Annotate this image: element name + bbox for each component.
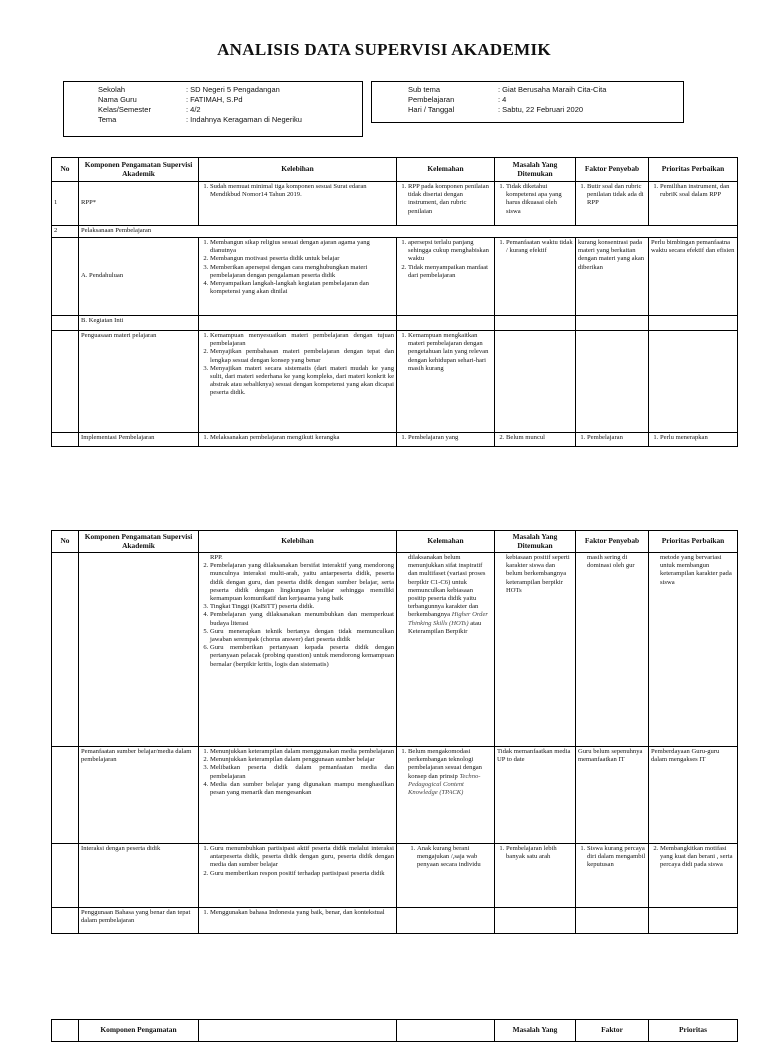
komponen-cell: A. Pendahuluan: [79, 238, 199, 316]
list-item: 4. Media dan sumber belajar yang digunakan mampu menghasilkan pesan yang menarik dan mengesankan: [210, 781, 394, 797]
prioritas-cell: [649, 433, 738, 447]
list-item: 3. Tingkat Tinggi (KaBiTT) peserta didik.: [210, 603, 394, 611]
kelebihan-cell: [199, 433, 397, 447]
prioritas-cell: [649, 553, 738, 747]
analysis-table-page-2: [51, 530, 738, 934]
table-row: [52, 747, 738, 844]
table-row: [52, 316, 738, 331]
list-item: 1. Membangun sikap religius sesuai dengan ajaran agama yang dianutnya: [210, 239, 394, 255]
list-item: 1. Guru menumbuhkan partisipasi aktif peserta didik melalui interaksi antarpeserta didik, peserta didik dengan guru, peserta didik dengan media dan sumber belajar: [210, 845, 394, 870]
list-item: 1. Pemilihan instrument, dan rubriK soal dalam RPP: [660, 183, 735, 199]
list-item: 3. Melibatkan peserta didik dalam pemanfaatan media dan pembelajaran: [210, 764, 394, 780]
kelemahan-italic: Techno-Pedagogical Content Knowledge (TPACK): [408, 772, 481, 797]
kelemahan-cell: [397, 331, 495, 433]
table-row: [52, 238, 738, 316]
list-item: 2. Menunjukkan keterampilan dalam penggunaan sumber belajar: [210, 756, 394, 764]
page-title: ANALISIS DATA SUPERVISI AKADEMIK: [217, 40, 551, 59]
analysis-table-page-1: [51, 157, 738, 447]
info-label: Tema: [98, 115, 117, 124]
header-faktor: Faktor Penyebab: [576, 158, 649, 182]
masalah-cell: [495, 433, 576, 447]
kelemahan-cell: [397, 182, 495, 226]
list-item: 1. Anak kurang berani mengajukan /,saja wab penyaan secara individu: [417, 845, 492, 870]
prioritas-cell: [649, 844, 738, 908]
kelemahan-cell: [397, 238, 495, 316]
header-masalah: Masalah Yang Ditemukan: [495, 158, 576, 182]
row-number: 2: [52, 226, 79, 238]
list-item: 5. Guru menerapkan teknik bertanya dengan tidak memunculkan jawaban serempak (chorus answer) dari peserta didik: [210, 628, 394, 644]
kelemahan-cell: [397, 844, 495, 908]
header-komponen: Komponen Pengamatan: [79, 1020, 199, 1042]
masalah-cell: Tidak memanfaatkan media UP to date: [495, 747, 576, 844]
table-row: [52, 226, 738, 238]
faktor-cell: [576, 844, 649, 908]
kelemahan-cell: [397, 747, 495, 844]
header-kelemahan: Kelemahan: [397, 531, 495, 553]
header-kelebihan: Kelebihan: [199, 531, 397, 553]
header-masalah: Masalah Yang: [495, 1020, 576, 1042]
list-item: 1. Sudah memuat minimal tiga komponen sesuai Surat edaran Mendikbud Nomor14 Tahun 2019.: [210, 183, 394, 199]
faktor-cell: [576, 182, 649, 226]
kelebihan-cell: [199, 747, 397, 844]
prioritas-text: metode yang bervariasi untuk membangun keterampilan karakter pada siswa: [660, 554, 732, 586]
faktor-cell: kurang konsentrasi pada materi yang berkaitan dengan materi yang akan diberikan: [576, 238, 649, 316]
table-row: [52, 908, 738, 934]
list-item: 2. Tidak menyampaikan manfaat dari pembelajaran: [408, 264, 492, 280]
analysis-table-page-3: [51, 1019, 738, 1042]
list-item: 6. Guru memberikan pertanyaan kepada peserta didik dengan pertanyaan pelacak (probing question) untuk mendorong kemampuan bernalar (berpikir kritis, logis dan sistematis): [210, 644, 394, 669]
header-no: No: [52, 531, 79, 553]
list-item: 1. Menunjukkan keterampilan dalam menggunakan media pembelajaran: [210, 748, 394, 756]
header-faktor: Faktor: [576, 1020, 649, 1042]
faktor-text: masih sering di dominasi oleh gur: [587, 554, 635, 570]
info-label: Kelas/Semester: [98, 105, 151, 114]
list-item: 2. Menyajikan pembahasan materi pembelajaran dengan tepat dan lengkap sesuai dengan konsep yang benar: [210, 348, 394, 364]
header-masalah: Masalah Yang Ditemukan: [495, 531, 576, 553]
list-item: 1. Kemampuan menyesuaikan materi pembelajaran dengan tujuan pembelajaran: [210, 332, 394, 348]
list-item: 1. Menggunakan bahasa Indonesia yang baik, benar, dan kontekstual: [210, 909, 394, 917]
list-item: 1. apersepsi terlalu panjang sehingga cukup menghabiskan waktu: [408, 239, 492, 264]
list-item: 2. Guru memberikan respon positif terhadap partisipasi peserta didik: [210, 870, 394, 878]
masalah-cell: [495, 553, 576, 747]
kelebihan-cell: [199, 553, 397, 747]
komponen-cell: Interaksi dengan peserta didik: [79, 844, 199, 908]
school-info-box: [63, 81, 363, 137]
kelebihan-cell: [199, 182, 397, 226]
masalah-cell: [495, 182, 576, 226]
kelebihan-cell: [199, 908, 397, 934]
header-prioritas: Prioritas: [649, 1020, 738, 1042]
header-faktor: Faktor Penyebab: [576, 531, 649, 553]
prioritas-cell: Pemberdayaan Guru-guru dalam mengakses IT: [649, 747, 738, 844]
info-label: Sub tema: [408, 85, 441, 94]
info-value: : FATIMAH, S.Pd: [186, 95, 243, 104]
table-row: [52, 331, 738, 433]
list-item: 1. Tidak diketahui kompetensi apa yang harus dikuasai oleh siswa: [506, 183, 573, 216]
info-label: Pembelajaran: [408, 95, 455, 104]
info-value: : Giat Berusaha Maraih Cita-Cita: [498, 85, 607, 94]
info-label: Hari / Tanggal: [408, 105, 455, 114]
faktor-cell: [576, 433, 649, 447]
list-item: 2. Pembelajaran yang dilaksanakan bersifat interaktif yang mendorong munculnya interaksi multi-arah, yaitu antarpeserta didik, peserta didik dengan guru, dan peserta didik dengan sumber belajar, serta peserta didik dengan lingkungan belajar sehingga memiliki kemampuan komunikatif dan kerjasama yang baik: [210, 562, 394, 603]
kelemahan-text: Belum mengakomodasi perkembangan teknologi pembelajaran sesuai dengan konsep dan prinsip: [408, 748, 482, 780]
kelebihan-cell: [199, 238, 397, 316]
komponen-cell: Pemanfaatan sumber belajar/media dalam pembelajaran: [79, 747, 199, 844]
kelebihan-cell: [199, 331, 397, 433]
list-item: 4. Pembelajaran yang dilaksanakan menumbuhkan dan memperkuat budaya literasi: [210, 611, 394, 627]
faktor-cell: Guru belum sepenuhnya memanfaatkan IT: [576, 747, 649, 844]
list-item: 1. RPP pada komponen penilaian tidak disertai dengan instrument, dan rubric penilaian: [408, 183, 492, 216]
info-label: Sekolah: [98, 85, 126, 94]
table-row: [52, 182, 738, 226]
masalah-text: kebiasaan positif seperti karakter siswa dan belum berkembangnya keterampilan berpikir HOTs: [506, 554, 570, 594]
list-item: 1. Perlu menerapkan: [660, 434, 735, 442]
info-value: : Sabtu, 22 Februari 2020: [498, 105, 584, 114]
komponen-cell: RPP*: [79, 182, 199, 226]
komponen-cell: Penguasaan materi pelajaran: [79, 331, 199, 433]
masalah-cell: [495, 844, 576, 908]
faktor-cell: [576, 553, 649, 747]
list-item: 3. Memberikan apersepsi dengan cara menghubungkan materi pembelajaran dengan pengalaman peserta didik: [210, 264, 394, 280]
header-kelebihan: Kelebihan: [199, 158, 397, 182]
kelemahan-cell: [397, 553, 495, 747]
kelebihan-cell: [199, 844, 397, 908]
header-komponen: Komponen Pengamatan Supervisi Akademik: [79, 158, 199, 182]
komponen-cell: Pelaksanaan Pembelajaran: [79, 226, 738, 238]
komponen-cell: B. Kegiatan Inti: [79, 316, 199, 331]
list-item: RPP.: [210, 554, 223, 561]
info-label: Nama Guru: [98, 95, 137, 104]
list-item: 1. Pemanfaatan waktu tidak / kurang efektif: [506, 239, 573, 255]
table-row: [52, 844, 738, 908]
kelemahan-italic: Higher Order Thinking Skills (HOTs): [408, 611, 488, 627]
list-item: 1. Melaksanakan pembelajaran mengikuti kerangka: [210, 434, 394, 442]
header-prioritas: Prioritas Perbaikan: [649, 531, 738, 553]
list-item: 1. Pembelajaran lebih banyak satu arah: [506, 845, 573, 861]
list-item: 4. Menyampaikan langkah-langkah kegiatan pembelajaran dan kompetensi yang akan dinilai: [210, 280, 394, 296]
info-value: : 4/2: [186, 105, 201, 114]
kelemahan-cell: [397, 433, 495, 447]
info-value: : Indahnya Keragaman di Negeriku: [186, 115, 302, 124]
list-item: 2. Belum muncul: [506, 434, 573, 442]
prioritas-cell: [649, 182, 738, 226]
masalah-cell: [495, 238, 576, 316]
row-number: 1: [52, 182, 79, 226]
list-item: 1. Kemampuan mengkaitkan materi pembelajaran dengan pengetahuan lain yang relevan dengan kehidupan sehari-hari masih kurang: [408, 332, 492, 373]
komponen-cell: Implementasi Pembelajaran: [79, 433, 199, 447]
info-value: : 4: [498, 95, 507, 104]
list-item: 2. Membangkitkan motifasi yang kuat dan berani , serta percaya didi pada siswa: [660, 845, 735, 870]
table-row: [52, 553, 738, 747]
list-item: 2. Membangun motivasi peserta didik untuk belajar: [210, 255, 394, 263]
prioritas-cell: Perlu bimbingan pemanfaatna waktu secara efektif dan efisien: [649, 238, 738, 316]
table-row: [52, 433, 738, 447]
komponen-cell: Penggunaan Bahasa yang benar dan tepat dalam pembelajaran: [79, 908, 199, 934]
list-item: 1. Pembelajaran: [587, 434, 646, 442]
header-no: No: [52, 158, 79, 182]
lesson-info-box: [371, 81, 684, 123]
header-komponen: Komponen Pengamatan Supervisi Akademik: [79, 531, 199, 553]
header-kelemahan: Kelemahan: [397, 158, 495, 182]
header-prioritas: Prioritas Perbaikan: [649, 158, 738, 182]
list-item: 3. Menyajikan materi secara sistematis (dari materi mudah ke yang sulit, dari materi sederhana ke yang kompleks, dari materi konkrit ke abstrak atau sebaliknya) sesuai dengan kompetensi yang akan dicapai peserta didik.: [210, 365, 394, 398]
list-item: 1. Pembelajaran yang: [408, 434, 492, 442]
list-item: 1. Siswa kurang percaya diri dalam mengambil keputusan: [587, 845, 646, 870]
info-value: : SD Negeri 5 Pengadangan: [186, 85, 280, 94]
list-item: 1. Butir soal dan rubric penilaian tidak ada di RPP: [587, 183, 646, 208]
kelemahan-text: dilaksanakan belum menunjukkan sifat inspiratif dan multifaset (variasi proses berpikir C1-C6) untuk memunculkan kebiasaan positip peserta didik yaitu terbangunnya karakter dan berkembangnya: [408, 554, 486, 619]
kelemahan-text-end: atau Keterampilan Berpikir: [408, 619, 482, 635]
